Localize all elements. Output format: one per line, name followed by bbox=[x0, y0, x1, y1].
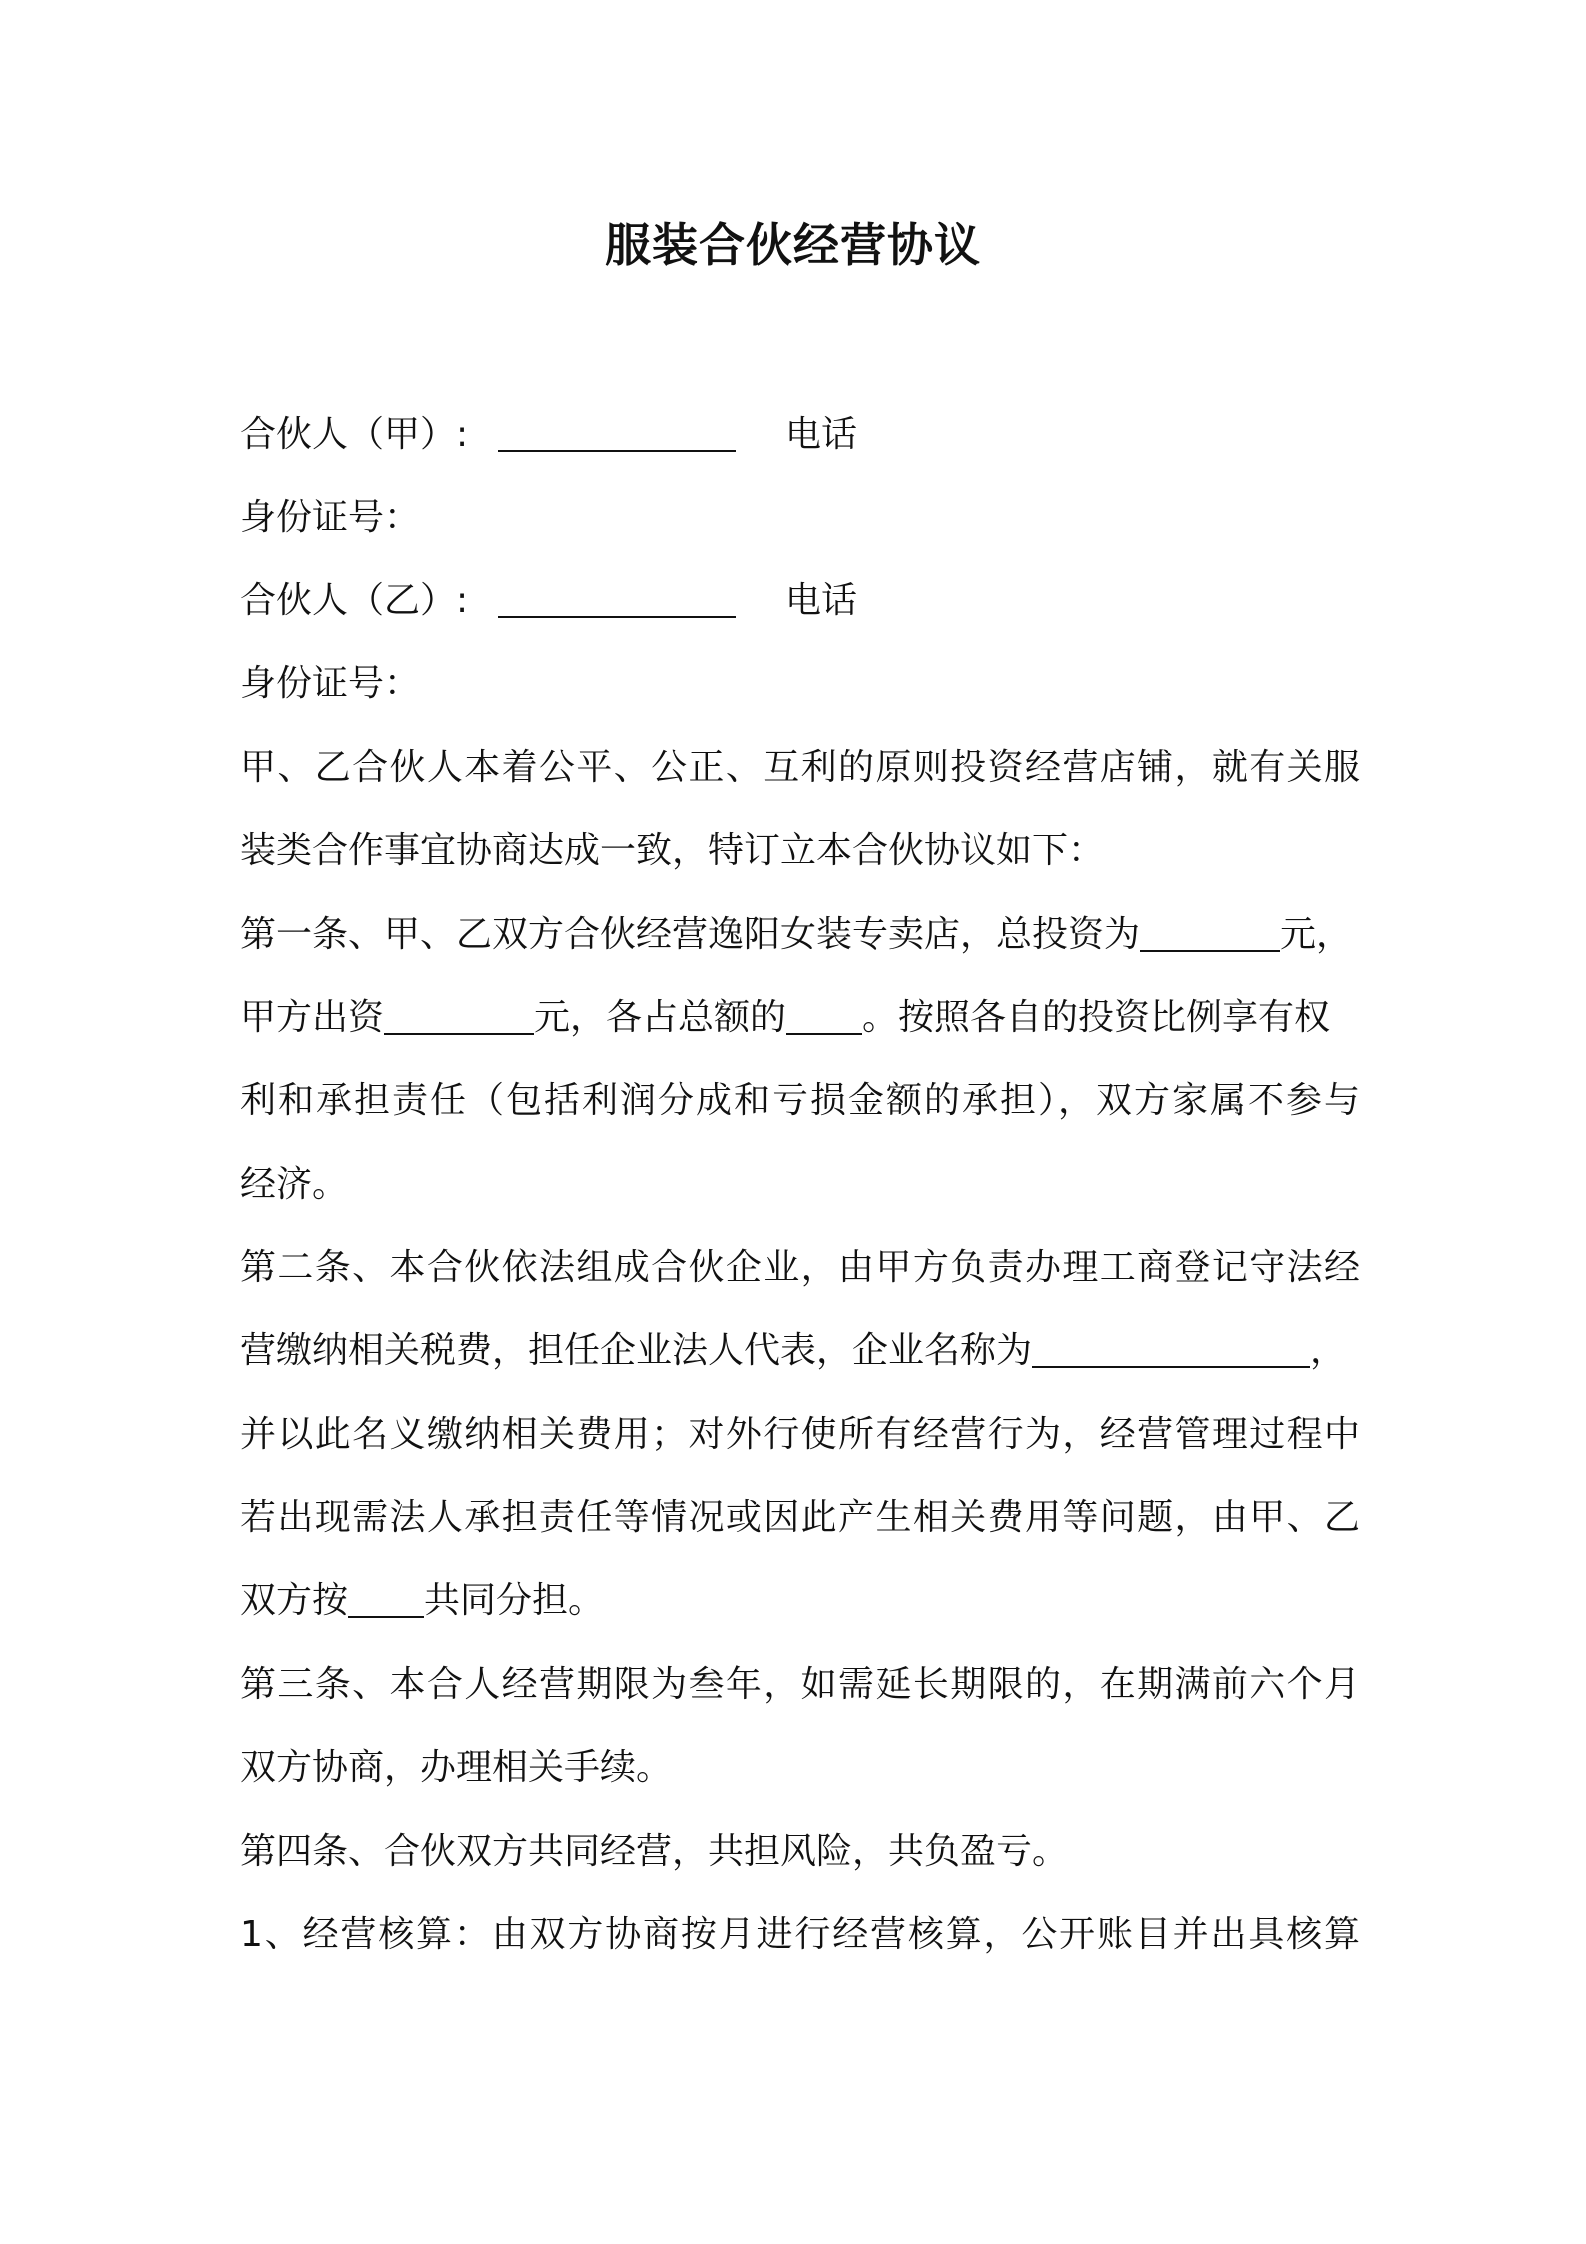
article-1-line-3: 利和承担责任（包括利润分成和亏损金额的承担），双方家属不参与 bbox=[240, 1080, 1360, 1121]
article-1-text-a: 第一条、甲、乙双方合伙经营逸阳女装专卖店，总投资为 bbox=[240, 914, 1141, 955]
article-2-text-b: ， bbox=[1310, 1330, 1347, 1371]
party-b-label: 合伙人（乙）: bbox=[240, 580, 469, 621]
article-2-line-5 bbox=[240, 1571, 1360, 1631]
party-b-id-label: 身份证号： bbox=[240, 663, 421, 704]
article-3-line-2: 双方协商，办理相关手续。 bbox=[240, 1747, 673, 1788]
cost-split-blank bbox=[348, 1576, 424, 1618]
article-2-text-a: 营缴纳相关税费，担任企业法人代表，企业名称为 bbox=[240, 1330, 1033, 1371]
article-2-line-1: 第二条、本合伙依法组成合伙企业，由甲方负责办理工商登记守法经 bbox=[240, 1247, 1360, 1288]
party-a-contribution-blank bbox=[384, 993, 534, 1035]
article-2-line-4: 若出现需法人承担责任等情况或因此产生相关费用等问题，由甲、乙 bbox=[240, 1497, 1360, 1538]
party-b-name-blank bbox=[498, 576, 736, 618]
intro-line-2: 装类合作事宜协商达成一致，特订立本合伙协议如下： bbox=[240, 830, 1105, 871]
party-b-phone-label: 电话 bbox=[785, 580, 858, 621]
intro-line-1: 甲、乙合伙人本着公平、公正、互利的原则投资经营店铺，就有关服 bbox=[240, 747, 1360, 788]
article-1-text-d: 元，各占总额的 bbox=[534, 997, 787, 1038]
party-a-id-label: 身份证号： bbox=[240, 497, 421, 538]
article-1-text-b: 元， bbox=[1280, 914, 1353, 955]
article-3-line-1: 第三条、本合人经营期限为叁年，如需延长期限的，在期满前六个月 bbox=[240, 1664, 1360, 1705]
item-1-line-1: 1、经营核算：由双方协商按月进行经营核算，公开账目并出具核算 bbox=[240, 1914, 1360, 1955]
article-1-line-2 bbox=[240, 988, 1360, 1048]
article-1-text-e: 。按照各自的投资比例享有权 bbox=[862, 997, 1331, 1038]
article-1-line-4: 经济。 bbox=[240, 1164, 349, 1205]
document-title: 服装合伙经营协议 bbox=[605, 218, 981, 272]
total-investment-blank bbox=[1140, 910, 1280, 952]
share-ratio-blank bbox=[786, 993, 862, 1035]
article-4-line-1: 第四条、合伙双方共同经营，共担风险，共负盈亏。 bbox=[240, 1831, 1069, 1872]
article-2-line-2 bbox=[240, 1321, 1360, 1381]
article-1-line-1 bbox=[240, 905, 1360, 965]
party-a-label: 合伙人（甲）: bbox=[240, 414, 469, 455]
article-2-text-d: 共同分担。 bbox=[424, 1580, 605, 1621]
party-a-name-blank bbox=[498, 410, 736, 452]
article-2-line-3: 并以此名义缴纳相关费用；对外行使所有经营行为，经营管理过程中 bbox=[240, 1414, 1360, 1455]
article-2-text-c: 双方按 bbox=[240, 1580, 349, 1621]
article-1-text-c: 甲方出资 bbox=[240, 997, 385, 1038]
party-a-phone-label: 电话 bbox=[785, 414, 858, 455]
company-name-blank bbox=[1032, 1326, 1310, 1368]
